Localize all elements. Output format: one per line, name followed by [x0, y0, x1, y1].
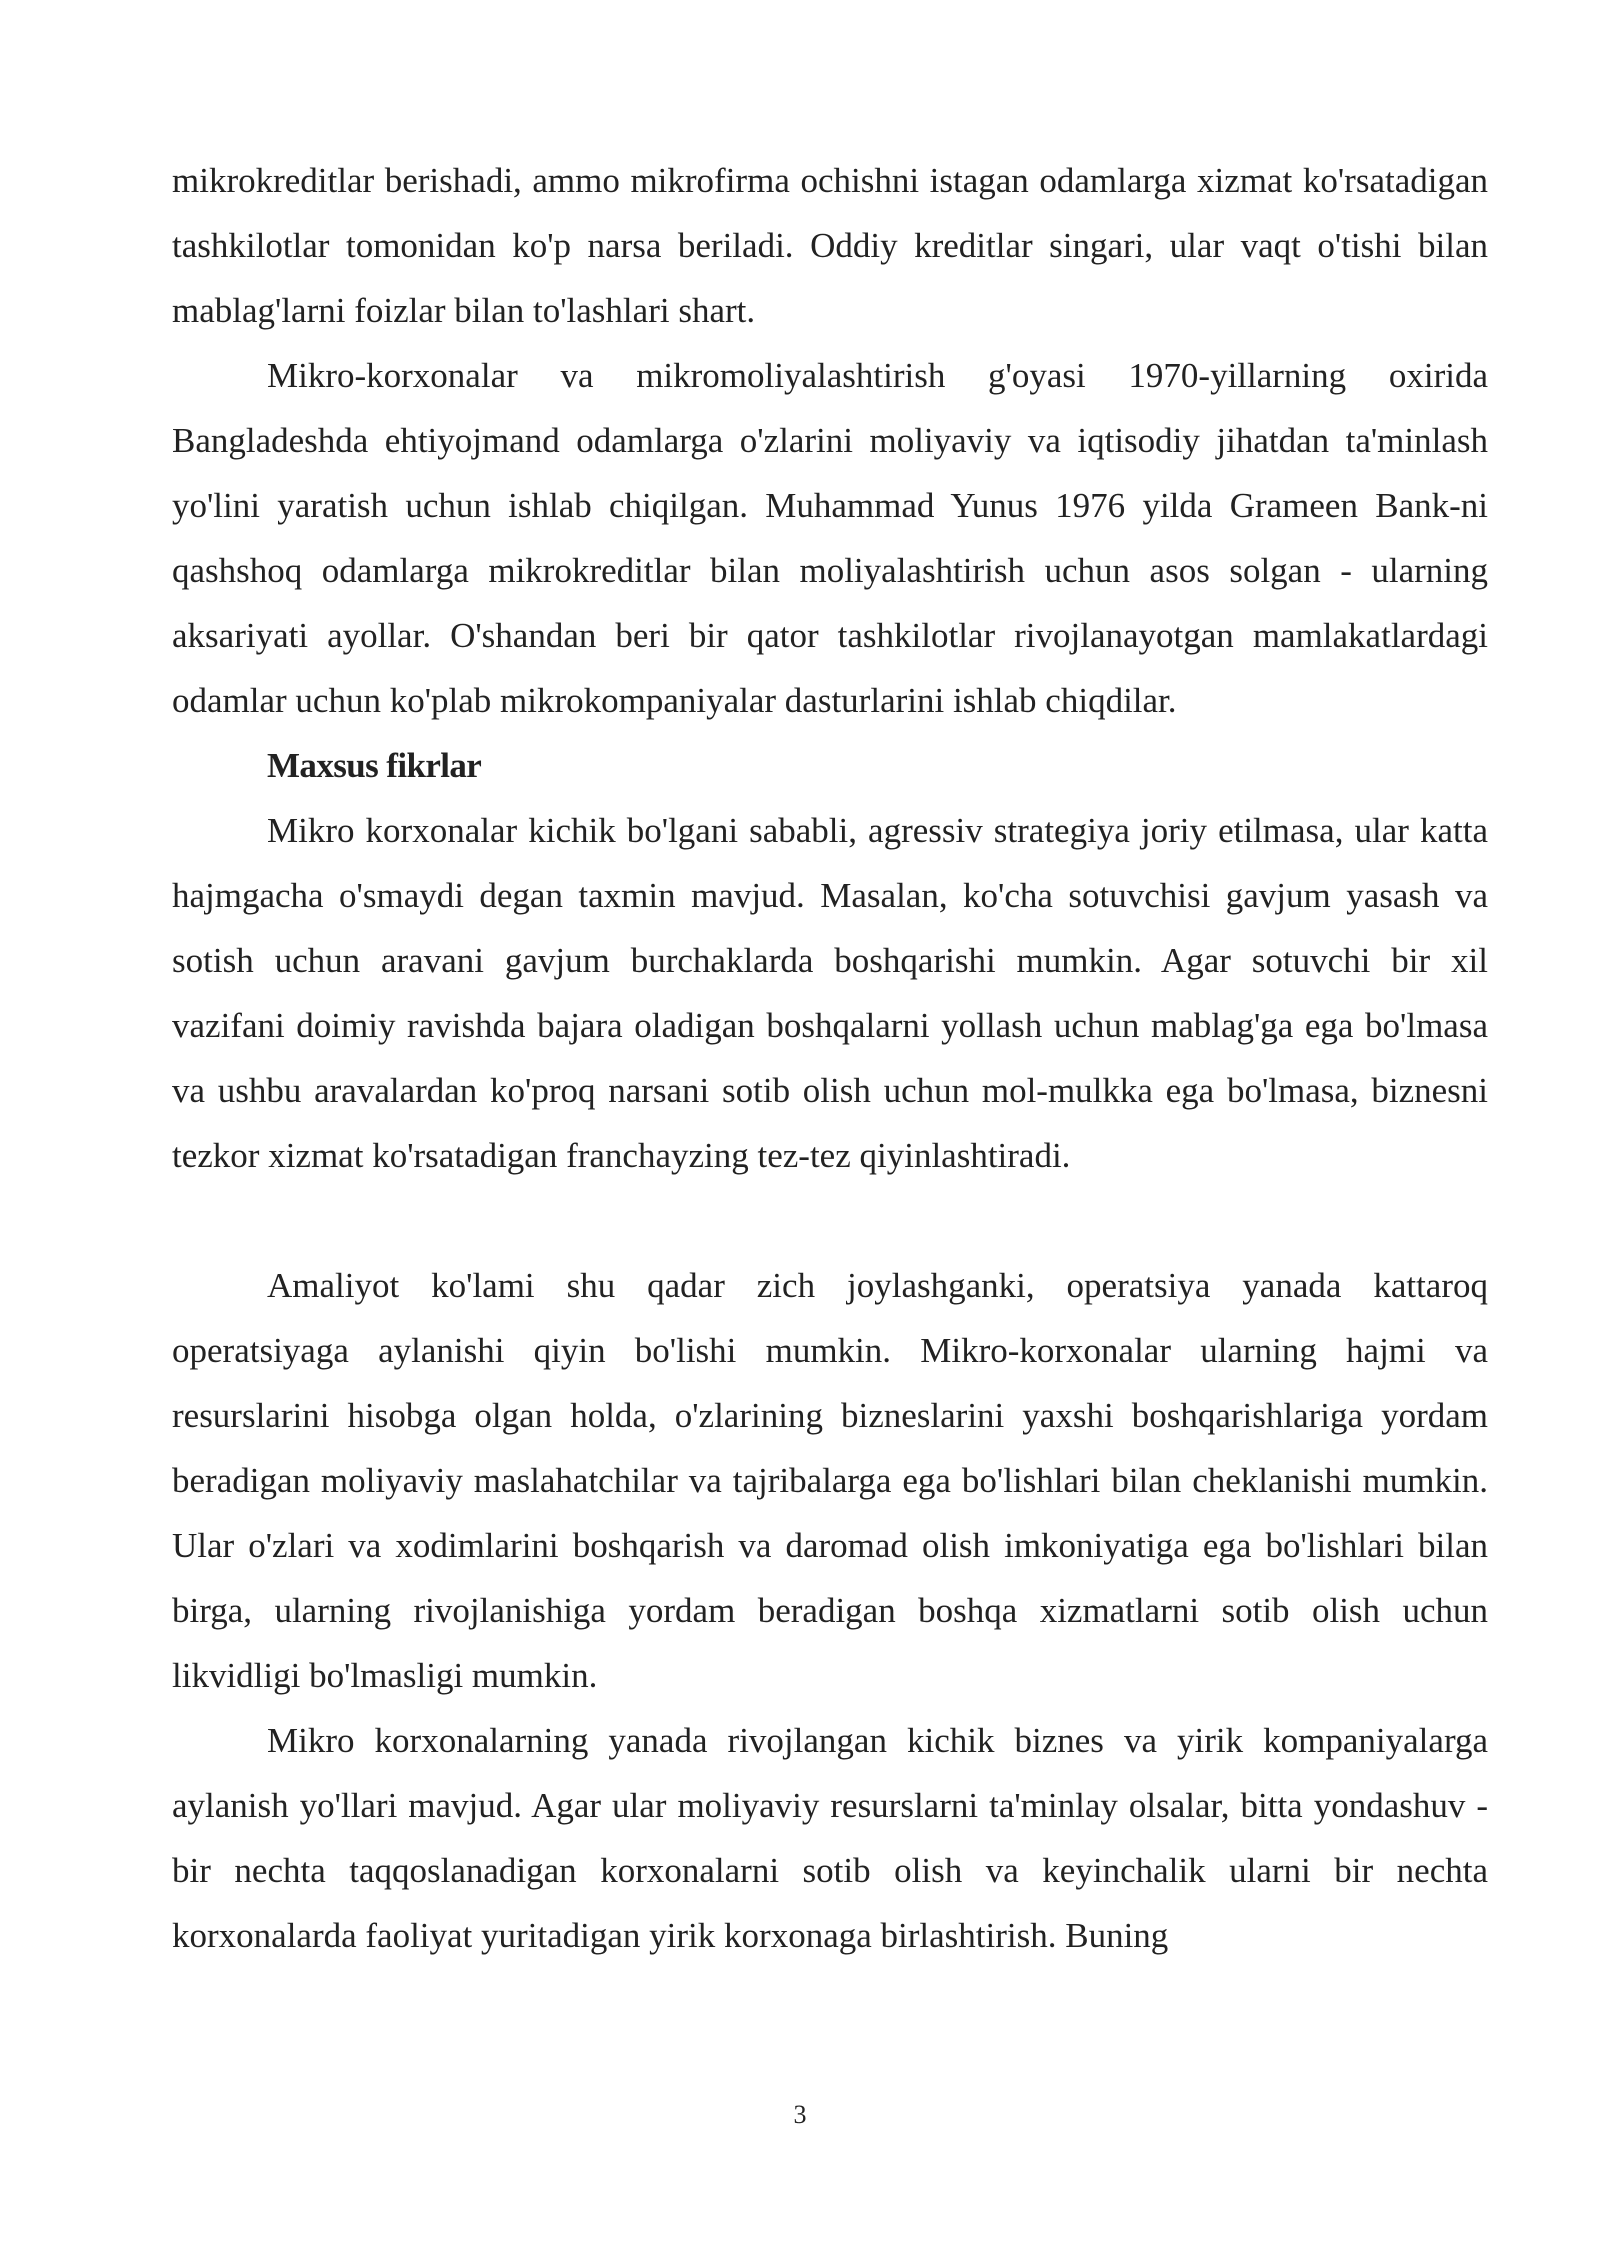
paragraph-continuation: mikrokreditlar berishadi, ammo mikrofirma ochishni istagan odamlarga xizmat ko'rsatadigan tashkilotlar tomonidan ko'p narsa beriladi. Oddiy kreditlar singari, ular vaqt o'tishi bilan mablag'larni foizlar bilan to'lashlari shart.	[172, 161, 1488, 330]
paragraph-operations-scale: Amaliyot ko'lami shu qadar zich joylashganki, operatsiya yanada kattaroq operatsiyaga aylanishi qiyin bo'lishi mumkin. Mikro-korxonalar ularning hajmi va resurslarini hisobga olgan holda, o'zlarining bizneslarini yaxshi boshqarishlariga yordam beradigan moliyaviy maslahatchilar va tajribalarga ega bo'lishlari bilan cheklanishi mumkin. Ular o'zlari va xodimlarini boshqarish va daromad olish imkoniyatiga ega bo'lishlari bilan birga, ularning rivojlanishiga yordam beradigan boshqa xizmatlarni sotib olish uchun likvidligi bo'lmasligi mumkin.	[172, 1266, 1488, 1695]
page-number: 3	[793, 2100, 807, 2129]
paragraph-growth-assumption: Mikro korxonalar kichik bo'lgani sababli, agressiv strategiya joriy etilmasa, ular katta hajmgacha o'smaydi degan taxmin mavjud. Masalan, ko'cha sotuvchisi gavjum yasash va sotish uchun aravani gavjum burchaklarda boshqarishi mumkin. Agar sotuvchi bir xil vazifani doimiy ravishda bajara oladigan boshqalarni yollash uchun mablag'ga ega bo'lmasa va ushbu aravalardan ko'proq narsani sotib olish uchun mol-mulkka ega bo'lmasa, biznesni tezkor xizmat ko'rsatadigan franchayzing tez-tez qiyinlashtiradi.	[172, 811, 1488, 1175]
section-heading: Maxsus fikrlar	[267, 746, 482, 785]
document-page	[172, 148, 1488, 1968]
paragraph-spacer	[172, 1188, 1488, 1253]
paragraph-growth-paths: Mikro korxonalarning yanada rivojlangan kichik biznes va yirik kompaniyalarga aylanish yo'llari mavjud. Agar ular moliyaviy resurslarni ta'minlay olsalar, bitta yondashuv - bir nechta taqqoslanadigan korxonalarni sotib olish va keyinchalik ularni bir nechta korxonalarda faoliyat yuritadigan yirik korxonaga birlashtirish. Buning	[172, 1721, 1488, 1955]
paragraph-history: Mikro-korxonalar va mikromoliyalashtirish g'oyasi 1970-yillarning oxirida Bangladeshda ehtiyojmand odamlarga o'zlarini moliyaviy va iqtisodiy jihatdan ta'minlash yo'lini yaratish uchun ishlab chiqilgan. Muhammad Yunus 1976 yilda Grameen Bank-ni qashshoq odamlarga mikrokreditlar bilan moliyalashtirish uchun asos solgan - ularning aksariyati ayollar. O'shandan beri bir qator tashkilotlar rivojlanayotgan mamlakatlardagi odamlar uchun ko'plab mikrokompaniyalar dasturlarini ishlab chiqdilar.	[172, 356, 1488, 720]
